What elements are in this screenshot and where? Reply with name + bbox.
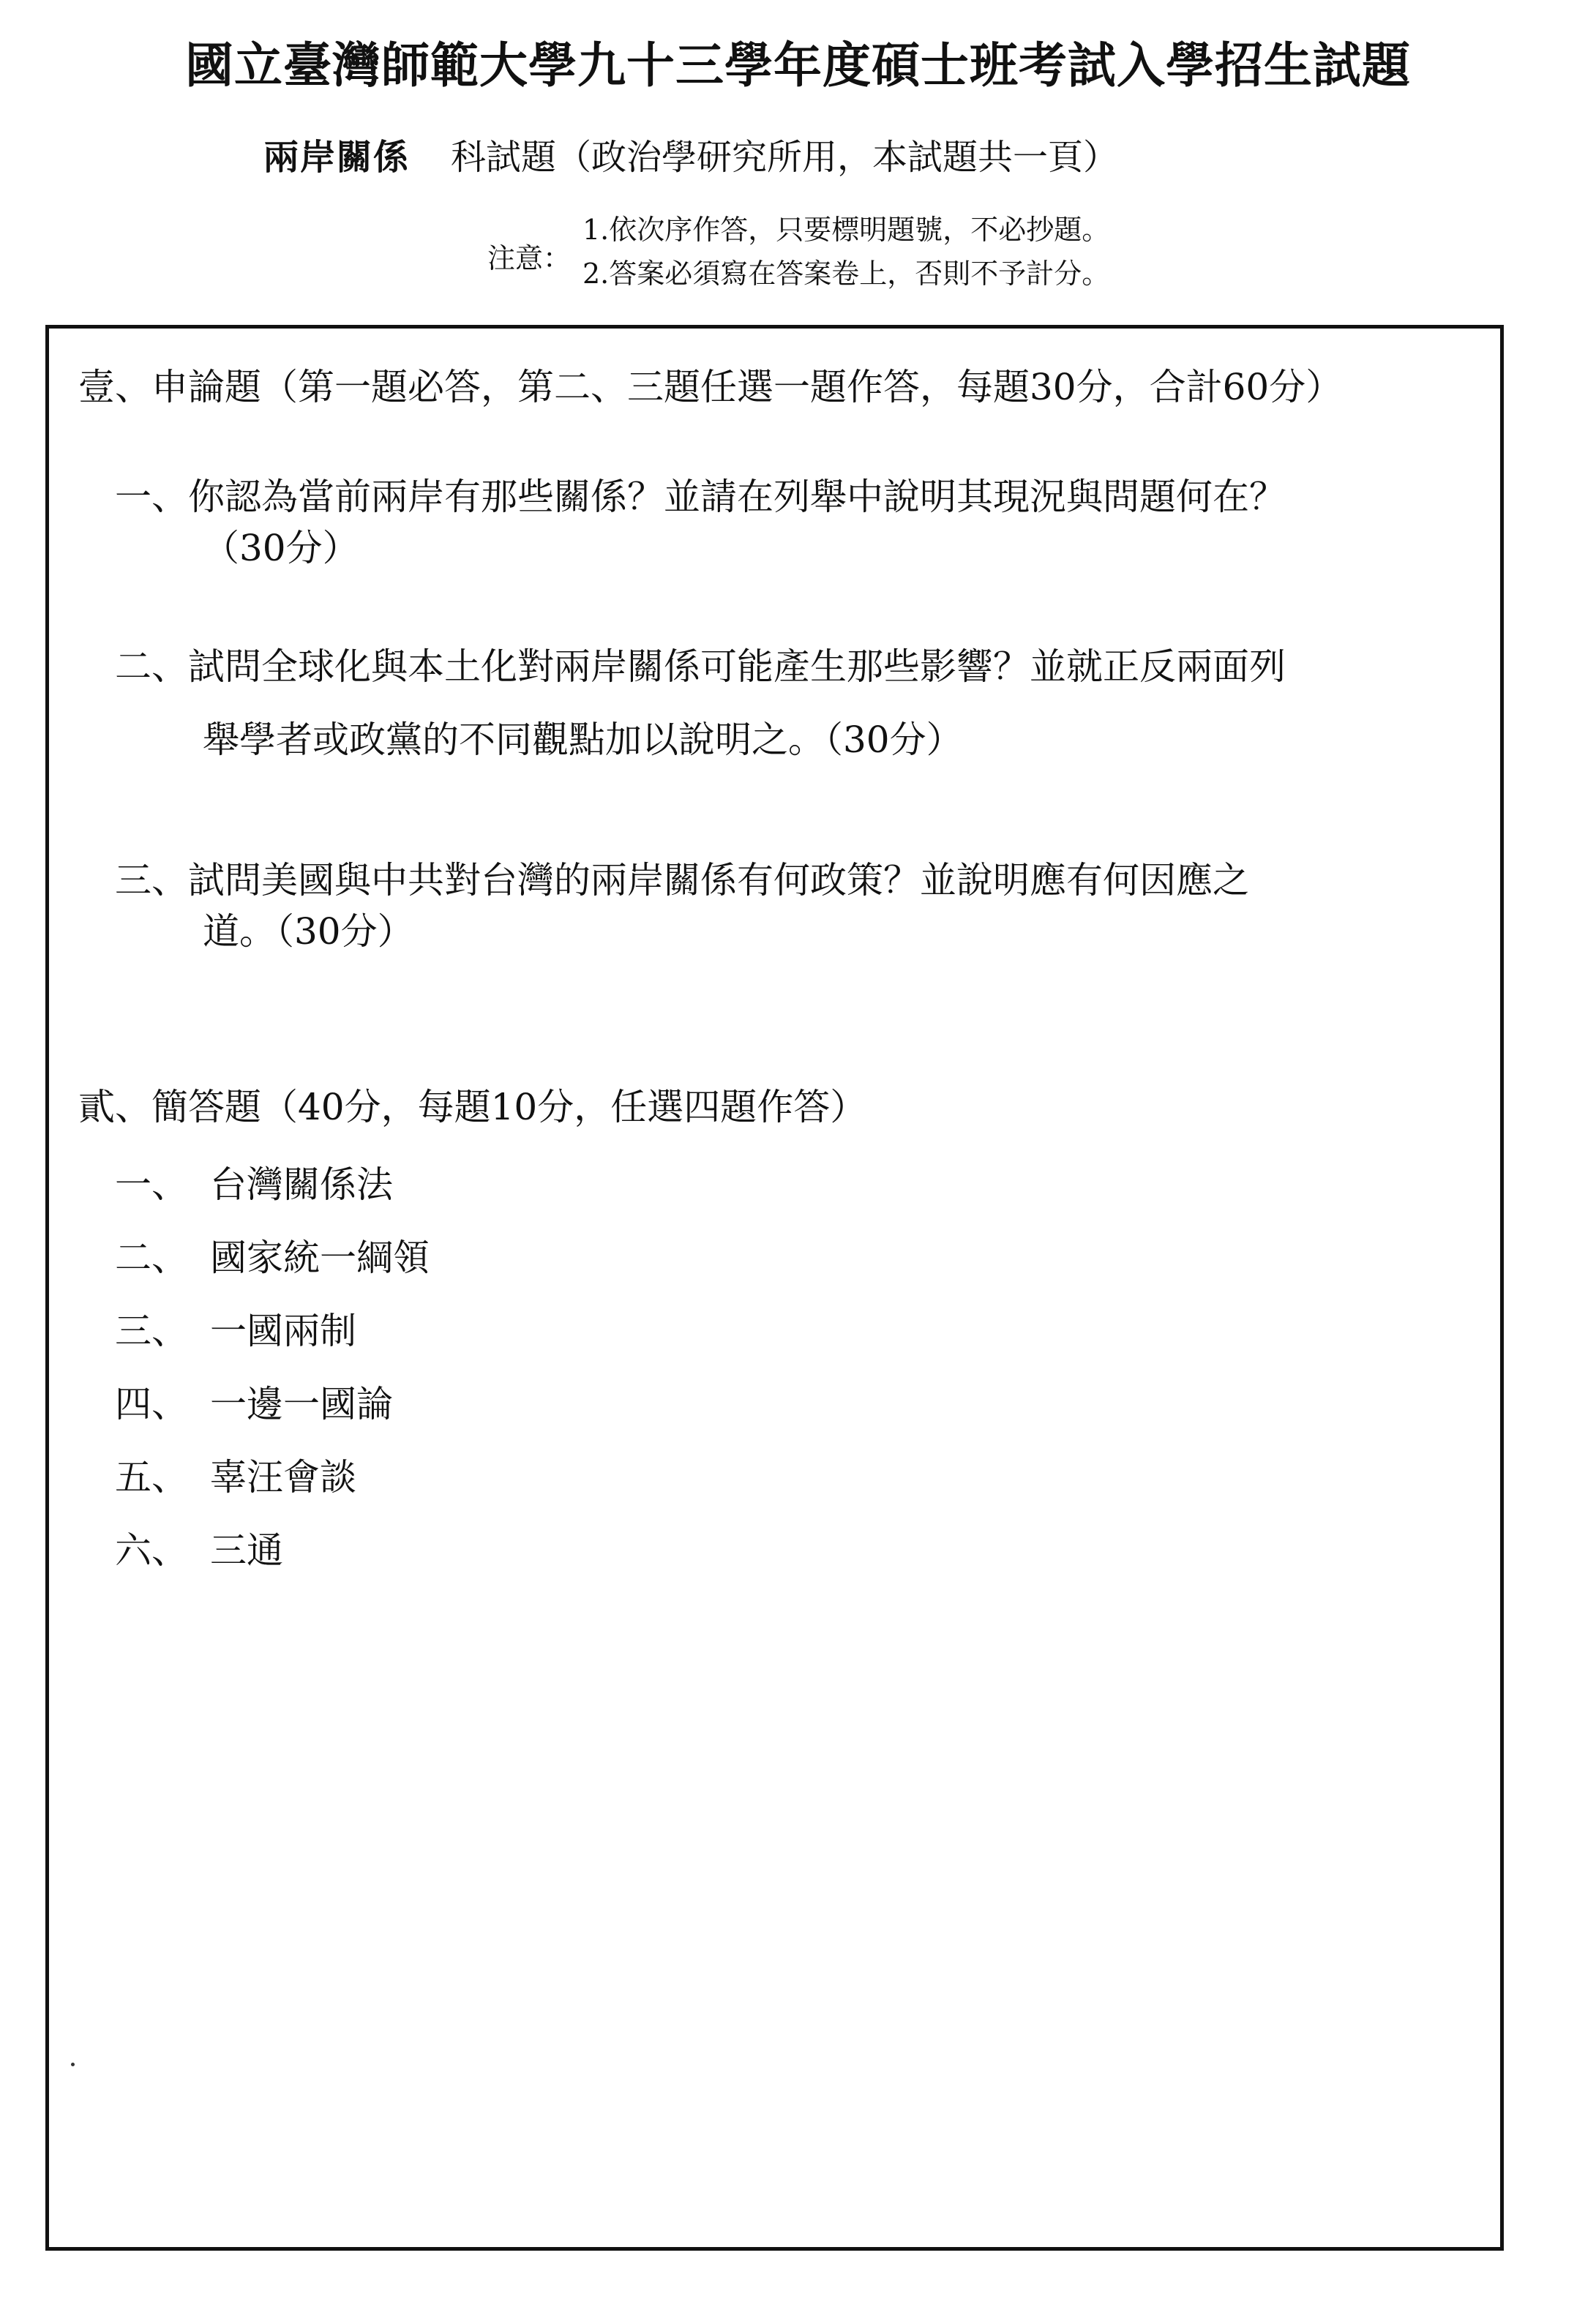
term-number: 一、 [115,1163,188,1206]
subject-name: 兩岸關係 [263,137,411,178]
short-answer-term [115,1529,283,1572]
short-answer-term [115,1455,356,1499]
notice-item: 1.依次序作答，只要標明題號，不必抄題。 [582,214,1110,246]
term-text: 國家統一綱領 [210,1237,430,1279]
exam-title: 國立臺灣師範大學九十三學年度碩士班考試入學招生試題 [185,37,1411,94]
term-number: 五、 [115,1456,188,1499]
essay-question-1-continued: （30分） [203,527,359,569]
notice-list [582,208,1109,296]
term-text: 三通 [210,1529,283,1572]
short-answer-section-heading: 貳、簡答題（40分，每題10分，任選四題作答） [78,1086,867,1128]
term-text: 一邊一國論 [210,1383,393,1425]
essay-question-1: 一、你認為當前兩岸有那些關係？並請在列舉中說明其現況與問題何在？ [115,476,1286,518]
question-box [45,325,1504,2251]
term-number: 六、 [115,1529,188,1572]
notice-label: 注意： [487,242,572,274]
term-number: 四、 [115,1383,188,1425]
scan-speck [71,2063,75,2066]
subject-suffix: 科試題（政治學研究所用，本試題共一頁） [451,137,1119,178]
essay-question-3-continued: 道。（30分） [203,910,414,953]
essay-question-2-continued: 舉學者或政黨的不同觀點加以說明之。（30分） [203,719,963,761]
notice-item: 2.答案必須寫在答案卷上，否則不予計分。 [582,258,1110,290]
short-answer-term [115,1163,393,1207]
term-text: 辜汪會談 [210,1456,356,1499]
essay-question-3: 三、試問美國與中共對台灣的兩岸關係有何政策？並說明應有何因應之 [115,859,1249,901]
short-answer-term [115,1236,430,1280]
short-answer-term [115,1382,393,1426]
essay-question-2: 二、試問全球化與本土化對兩岸關係可能產生那些影響？並就正反兩面列 [115,645,1286,688]
term-text: 台灣關係法 [210,1163,393,1206]
essay-section-heading: 壹、申論題（第一題必答，第二、三題任選一題作答，每題30分，合計60分） [78,366,1343,408]
term-number: 二、 [115,1237,188,1279]
exam-subtitle [263,129,1118,179]
term-number: 三、 [115,1310,188,1352]
short-answer-term [115,1309,356,1353]
term-text: 一國兩制 [210,1310,356,1352]
